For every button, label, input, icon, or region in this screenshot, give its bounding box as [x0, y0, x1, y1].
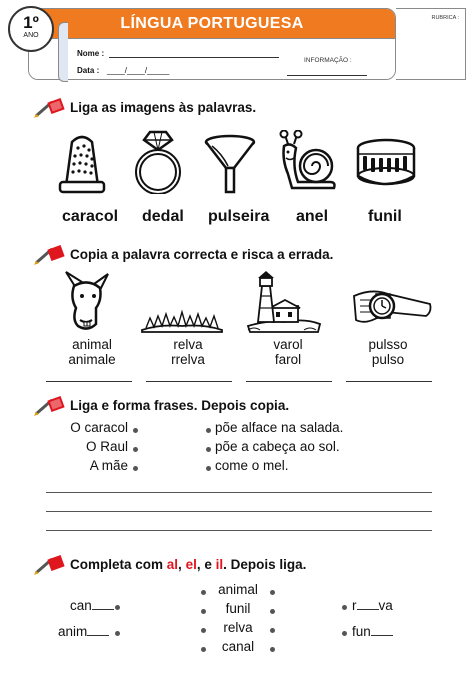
- worksheet-header: [28, 8, 466, 80]
- instruction-3: [34, 394, 289, 416]
- instruction-1: [34, 96, 256, 118]
- word-option[interactable]: pulsso: [368, 337, 408, 352]
- watch-icon: [352, 286, 432, 328]
- lighthouse-icon: [244, 270, 324, 334]
- fill-word[interactable]: can: [70, 598, 114, 613]
- name-label: Nome :: [77, 49, 105, 58]
- match-dot[interactable]: [270, 590, 275, 595]
- word-funil[interactable]: funil: [368, 208, 402, 225]
- match-dot[interactable]: [201, 609, 206, 614]
- sentence-start: O caracol: [70, 420, 128, 435]
- answer-line[interactable]: [246, 381, 332, 382]
- sentence-end: põe a cabeça ao sol.: [215, 439, 340, 454]
- pencil-book-icon: [34, 553, 66, 575]
- sentence-start: A mãe: [89, 458, 128, 473]
- option-el: el: [185, 556, 197, 572]
- middle-word: canal: [221, 639, 255, 654]
- middle-word: animal: [218, 582, 258, 597]
- option-il: il: [215, 556, 224, 572]
- date-label: Data :: [77, 66, 100, 75]
- sentence-end: come o mel.: [215, 458, 289, 473]
- word-option[interactable]: rrelva: [171, 352, 205, 367]
- ring-icon: [132, 128, 184, 194]
- match-dot[interactable]: [270, 628, 275, 633]
- word-anel[interactable]: anel: [296, 208, 329, 225]
- middle-word: relva: [223, 620, 253, 635]
- date-field[interactable]: ____/____/_____: [107, 66, 170, 75]
- word-pair-4: [358, 337, 418, 367]
- sentence-end: põe alface na salada.: [215, 420, 344, 435]
- instruction-4: [34, 553, 306, 575]
- option-al: al: [166, 556, 179, 572]
- donkey-icon: [62, 270, 112, 334]
- sentence-start: O Raul: [85, 439, 128, 454]
- match-dot[interactable]: [115, 631, 120, 636]
- title-bar: [29, 9, 395, 39]
- name-field[interactable]: [109, 57, 279, 58]
- instruction-text: Liga e forma frases. Depois copia.: [70, 397, 290, 413]
- fill-word[interactable]: r va: [352, 598, 393, 613]
- word-pair-3: [258, 337, 318, 367]
- answer-line[interactable]: [346, 381, 432, 382]
- match-dot[interactable]: [206, 447, 211, 452]
- page-title: LÍNGUA PORTUGUESA: [120, 14, 304, 32]
- match-dot[interactable]: [270, 609, 275, 614]
- word-option[interactable]: farol: [274, 352, 302, 367]
- thimble-icon: [52, 132, 112, 194]
- word-option[interactable]: animale: [68, 352, 116, 367]
- year-label: ANO: [23, 32, 39, 39]
- grass-icon: [140, 300, 224, 334]
- fill-word[interactable]: fun: [352, 624, 393, 639]
- answer-line[interactable]: [146, 381, 232, 382]
- match-dot[interactable]: [206, 428, 211, 433]
- word-row: [0, 208, 474, 232]
- snail-icon: [278, 130, 338, 192]
- funnel-icon: [202, 132, 258, 194]
- answer-line[interactable]: [46, 381, 132, 382]
- year-badge: [8, 6, 54, 52]
- word-dedal[interactable]: dedal: [142, 208, 184, 225]
- middle-word: funil: [225, 601, 251, 616]
- instruction-2: [34, 243, 333, 265]
- info-field[interactable]: [287, 75, 367, 76]
- fill-word[interactable]: anim: [58, 624, 109, 639]
- match-dot[interactable]: [133, 428, 138, 433]
- rubrica-label: RUBRICA :: [431, 15, 459, 21]
- copy-line[interactable]: [46, 530, 432, 531]
- word-option[interactable]: varol: [273, 337, 303, 352]
- header-panel: [28, 8, 396, 80]
- rubrica-box[interactable]: [396, 8, 466, 80]
- instruction-text: Liga as imagens às palavras.: [70, 99, 257, 115]
- copy-line[interactable]: [46, 492, 432, 493]
- word-option[interactable]: animal: [72, 337, 112, 352]
- word-option[interactable]: relva: [173, 337, 203, 352]
- match-dot[interactable]: [342, 631, 347, 636]
- pencil-book-icon: [34, 394, 66, 416]
- info-label: INFORMAÇÃO :: [304, 57, 352, 64]
- word-pair-1: [62, 337, 122, 367]
- word-pulseira[interactable]: pulseira: [208, 208, 270, 225]
- match-dot[interactable]: [342, 605, 347, 610]
- instruction-text: Copia a palavra correcta e risca a errada.: [70, 246, 334, 262]
- copy-line[interactable]: [46, 511, 432, 512]
- pencil-book-icon: [34, 243, 66, 265]
- header-side-tab: [58, 22, 68, 82]
- match-dot[interactable]: [270, 647, 275, 652]
- instruction-text: Completa com al, el, e il. Depois liga.: [70, 556, 307, 572]
- year-number: 1º: [23, 13, 39, 32]
- word-option[interactable]: pulso: [371, 352, 405, 367]
- match-dot[interactable]: [115, 605, 120, 610]
- match-dot[interactable]: [201, 628, 206, 633]
- header-fields: [29, 39, 395, 80]
- word-pair-2: [158, 337, 218, 367]
- word-caracol[interactable]: caracol: [62, 208, 119, 225]
- match-dot[interactable]: [206, 466, 211, 471]
- match-dot[interactable]: [133, 466, 138, 471]
- match-dot[interactable]: [201, 590, 206, 595]
- pencil-book-icon: [34, 96, 66, 118]
- match-dot[interactable]: [201, 647, 206, 652]
- match-dot[interactable]: [133, 447, 138, 452]
- bracelet-icon: [354, 136, 418, 190]
